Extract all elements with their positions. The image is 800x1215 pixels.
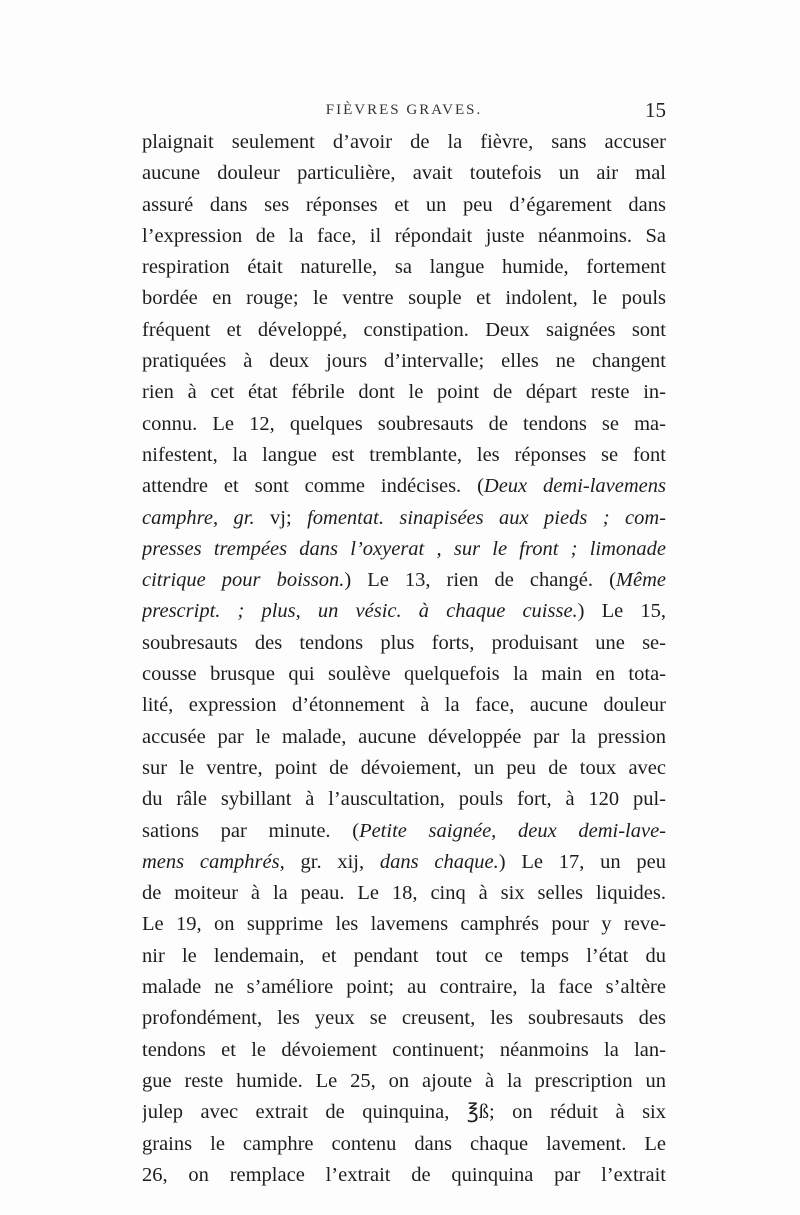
text-line <box>142 1160 666 1191</box>
text-line <box>142 816 666 847</box>
italic-segment: mens camphrés, <box>142 850 285 873</box>
text-segment: tendons et le dévoiement continuent; néanmoins la lan- <box>142 1038 666 1061</box>
text-segment: lité, expression d’étonnement à la face, aucune douleur <box>142 694 666 717</box>
text-line <box>142 784 666 815</box>
text-segment: l’expression de la face, il répondait juste néanmoins. Sa <box>142 224 666 247</box>
text-segment: aucune douleur particulière, avait toutefois un air mal <box>142 162 666 185</box>
text-line <box>142 878 666 909</box>
italic-segment: prescript. ; plus, un vésic. à chaque cuisse. <box>142 600 578 623</box>
text-segment: rien à cet état fébrile dont le point de départ reste in- <box>142 381 666 404</box>
text-line <box>142 941 666 972</box>
text-segment: profondément, les yeux se creusent, les soubresauts des <box>142 1007 666 1030</box>
text-segment: attendre et sont comme indécises. ( <box>142 475 484 498</box>
text-segment: ) Le 13, rien de changé. ( <box>344 569 616 592</box>
text-segment: connu. Le 12, quelques soubresauts de tendons se ma- <box>142 412 666 435</box>
text-segment: sations par minute. ( <box>142 819 360 842</box>
text-segment: nir le lendemain, et pendant tout ce temps l’état du <box>142 944 666 967</box>
text-segment: gue reste humide. Le 25, on ajoute à la prescription un <box>142 1069 666 1092</box>
text-line <box>142 659 666 690</box>
text-segment: gr. xij, <box>284 850 380 873</box>
italic-segment: Même <box>615 569 666 592</box>
text-segment: cousse brusque qui soulève quelquefois la main en tota- <box>142 663 666 686</box>
text-line <box>142 753 666 784</box>
text-segment: assuré dans ses réponses et un peu d’égarement dans <box>142 193 666 216</box>
text-line <box>142 847 666 878</box>
text-segment: accusée par le malade, aucune développée par la pression <box>142 725 666 748</box>
text-line <box>142 1066 666 1097</box>
italic-segment: camphre, gr. <box>142 506 255 529</box>
text-segment: pratiquées à deux jours d’intervalle; elles ne changent <box>142 350 666 373</box>
text-line <box>142 471 666 502</box>
italic-segment: Petite saignée, deux demi-lave- <box>359 819 666 842</box>
text-line <box>142 377 666 408</box>
text-line <box>142 1003 666 1034</box>
text-segment: de moiteur à la peau. Le 18, cinq à six selles liquides. <box>142 882 666 905</box>
text-line <box>142 628 666 659</box>
text-segment: julep avec extrait de quinquina, ℥ß; on réduit à six <box>142 1101 666 1124</box>
text-line <box>142 909 666 940</box>
text-segment: nifestent, la langue est tremblante, les réponses se font <box>142 443 666 466</box>
text-line <box>142 127 666 158</box>
text-line <box>142 565 666 596</box>
text-line <box>142 596 666 627</box>
text-segment: ) Le 17, un peu <box>498 850 666 873</box>
text-segment: Le 19, on supprime les lavemens camphrés pour y reve- <box>142 913 666 936</box>
italic-segment: fomentat. sinapisées aux pieds ; com- <box>307 506 666 529</box>
text-segment: sur le ventre, point de dévoiement, un peu de toux avec <box>142 756 666 779</box>
running-head <box>142 98 666 124</box>
running-title: FIÈVRES GRAVES. <box>325 102 483 118</box>
italic-segment: citrique pour boisson. <box>142 569 345 592</box>
italic-segment: presses trempées dans l’oxyerat , sur le front ; limonade <box>142 537 666 560</box>
text-segment: plaignait seulement d’avoir de la fièvre, sans accuser <box>142 131 666 153</box>
text-line <box>142 190 666 221</box>
text-line <box>142 1097 666 1128</box>
italic-segment: dans chaque. <box>379 850 499 873</box>
text-segment: soubresauts des tendons plus forts, produisant une se- <box>142 631 666 654</box>
text-line <box>142 221 666 252</box>
italic-segment: Deux demi-lavemens <box>483 475 666 498</box>
text-line <box>142 1035 666 1066</box>
text-segment: vj; <box>254 506 308 529</box>
text-segment: malade ne s’améliore point; au contraire, la face s’altère <box>142 976 666 999</box>
text-line <box>142 158 666 189</box>
text-segment: grains le camphre contenu dans chaque lavement. Le <box>142 1132 666 1155</box>
text-line <box>142 283 666 314</box>
text-line <box>142 972 666 1003</box>
text-line <box>142 690 666 721</box>
text-line <box>142 440 666 471</box>
text-line <box>142 252 666 283</box>
text-segment: fréquent et développé, constipation. Deux saignées sont <box>142 318 666 341</box>
text-segment: respiration était naturelle, sa langue humide, fortement <box>142 256 666 279</box>
text-line <box>142 503 666 534</box>
text-line <box>142 409 666 440</box>
text-segment: du râle sybillant à l’auscultation, pouls fort, à 120 pul- <box>142 788 666 811</box>
text-line <box>142 1129 666 1160</box>
body-text <box>142 127 666 1191</box>
text-segment: bordée en rouge; le ventre souple et indolent, le pouls <box>142 287 666 310</box>
page-number: 15 <box>645 98 666 122</box>
text-segment: 26, on remplace l’extrait de quinquina par l’extrait <box>142 1163 666 1186</box>
text-line <box>142 315 666 346</box>
text-line <box>142 346 666 377</box>
text-line <box>142 534 666 565</box>
text-line <box>142 722 666 753</box>
text-segment: ) Le 15, <box>577 600 666 623</box>
